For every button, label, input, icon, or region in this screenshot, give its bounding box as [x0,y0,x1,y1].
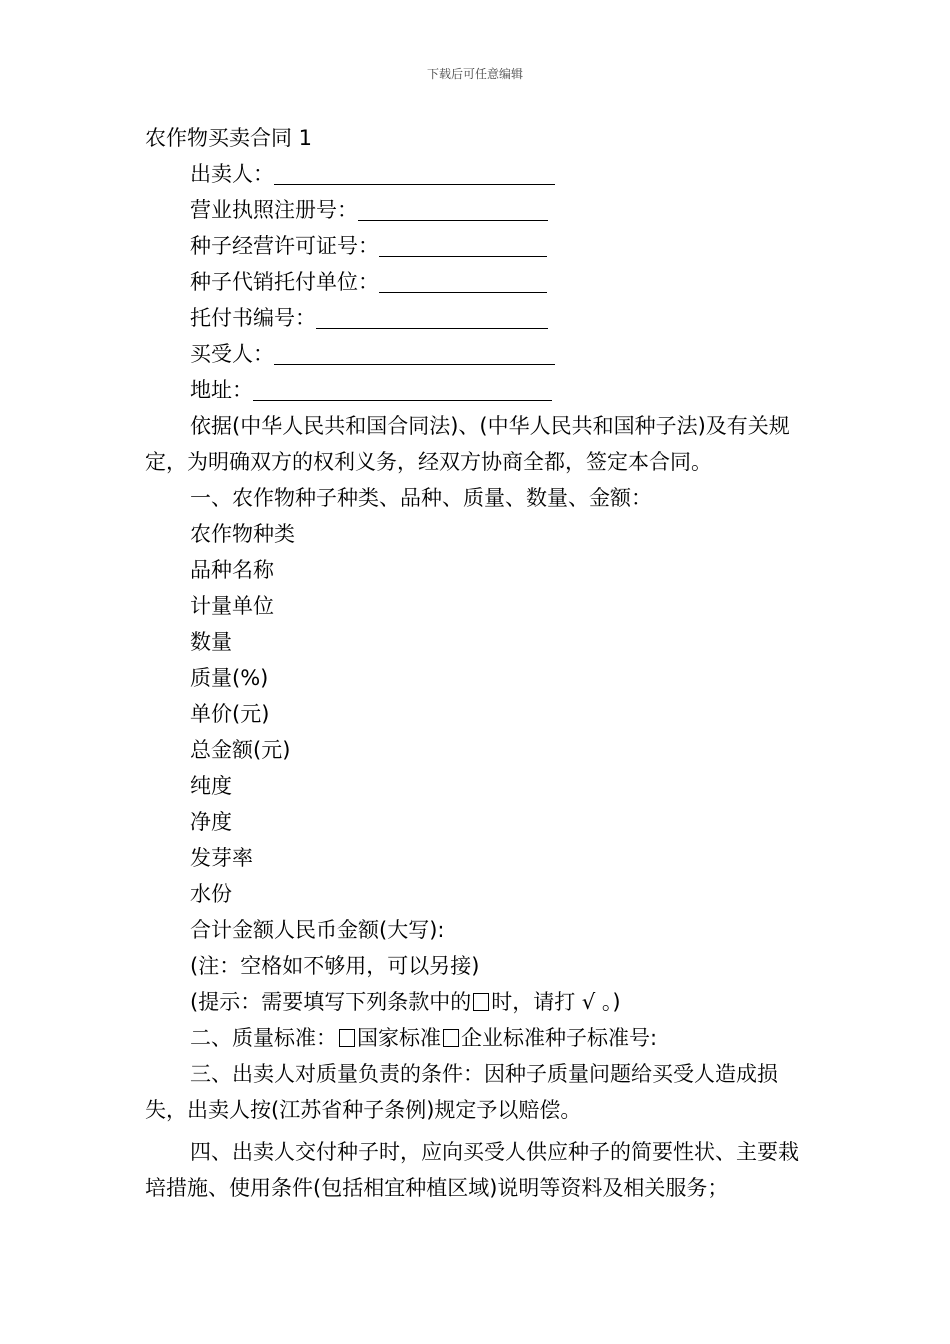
field-seed-permit [145,228,815,264]
intro-paragraph: 依据(中华人民共和国合同法)、(中华人民共和国种子法)及有关规定，为明确双方的权利义务，经双方协商全都，签定本合同。 [145,414,790,474]
list-item: 质量(%) [190,666,269,690]
page-header: 下载后可任意编辑 [426,67,523,81]
fill-blank[interactable] [358,198,548,221]
field-label: 买受人： [190,342,274,366]
fill-blank[interactable] [379,270,547,293]
fill-blank[interactable] [274,342,555,365]
field-address [145,372,815,408]
note-line: (注：空格如不够用，可以另接) [190,954,480,978]
section1-heading: 一、农作物种子种类、品种、质量、数量、金额： [190,486,652,510]
field-entrust-no [145,300,815,336]
fill-blank[interactable] [316,306,548,329]
hint-before: (提示：需要填写下列条款中的 [190,990,472,1014]
list-item: 总金额(元) [190,738,291,762]
checkbox-icon [473,993,489,1011]
contract-title: 农作物买卖合同 1 [145,126,313,150]
field-license-no [145,192,815,228]
enterprise-standard-checkbox[interactable] [443,1029,459,1047]
field-label: 地址： [190,378,253,402]
list-item: 净度 [190,810,232,834]
list-item: 发芽率 [190,846,253,870]
field-label: 托付书编号： [190,306,316,330]
contract-document [145,120,815,1206]
field-seller [145,156,815,192]
fill-blank[interactable] [253,378,552,401]
section2-prefix: 二、质量标准： [190,1026,337,1050]
national-standard-label: 国家标准 [357,1026,441,1050]
field-label: 营业执照注册号： [190,198,358,222]
list-item: 纯度 [190,774,232,798]
field-label: 种子代销托付单位： [190,270,379,294]
national-standard-checkbox[interactable] [339,1029,355,1047]
list-item: 品种名称 [190,558,274,582]
list-item: 计量单位 [190,594,274,618]
list-item: 水份 [190,882,232,906]
section3-paragraph: 三、出卖人对质量负责的条件：因种子质量问题给买受人造成损失，出卖人按(江苏省种子条例)规定予以赔偿。 [145,1062,778,1122]
list-item: 单价(元) [190,702,270,726]
field-label: 出卖人： [190,162,274,186]
field-buyer [145,336,815,372]
list-item: 农作物种类 [190,522,295,546]
hint-after: 时，请打 √ 。) [491,990,621,1014]
fill-blank[interactable] [379,234,547,257]
enterprise-standard-label: 企业标准种子标准号: [461,1026,658,1050]
list-item: 数量 [190,630,232,654]
fill-blank[interactable] [274,162,555,185]
field-label: 种子经营许可证号： [190,234,379,258]
hint-line [145,984,815,1020]
total-amount-line: 合计金额人民币金额(大写): [190,918,445,942]
section4-paragraph: 四、出卖人交付种子时，应向买受人供应种子的简要性状、主要栽培措施、使用条件(包括相宜种植区域)说明等资料及相关服务； [145,1140,799,1200]
field-agent-unit [145,264,815,300]
section2-quality-standard [145,1020,815,1056]
